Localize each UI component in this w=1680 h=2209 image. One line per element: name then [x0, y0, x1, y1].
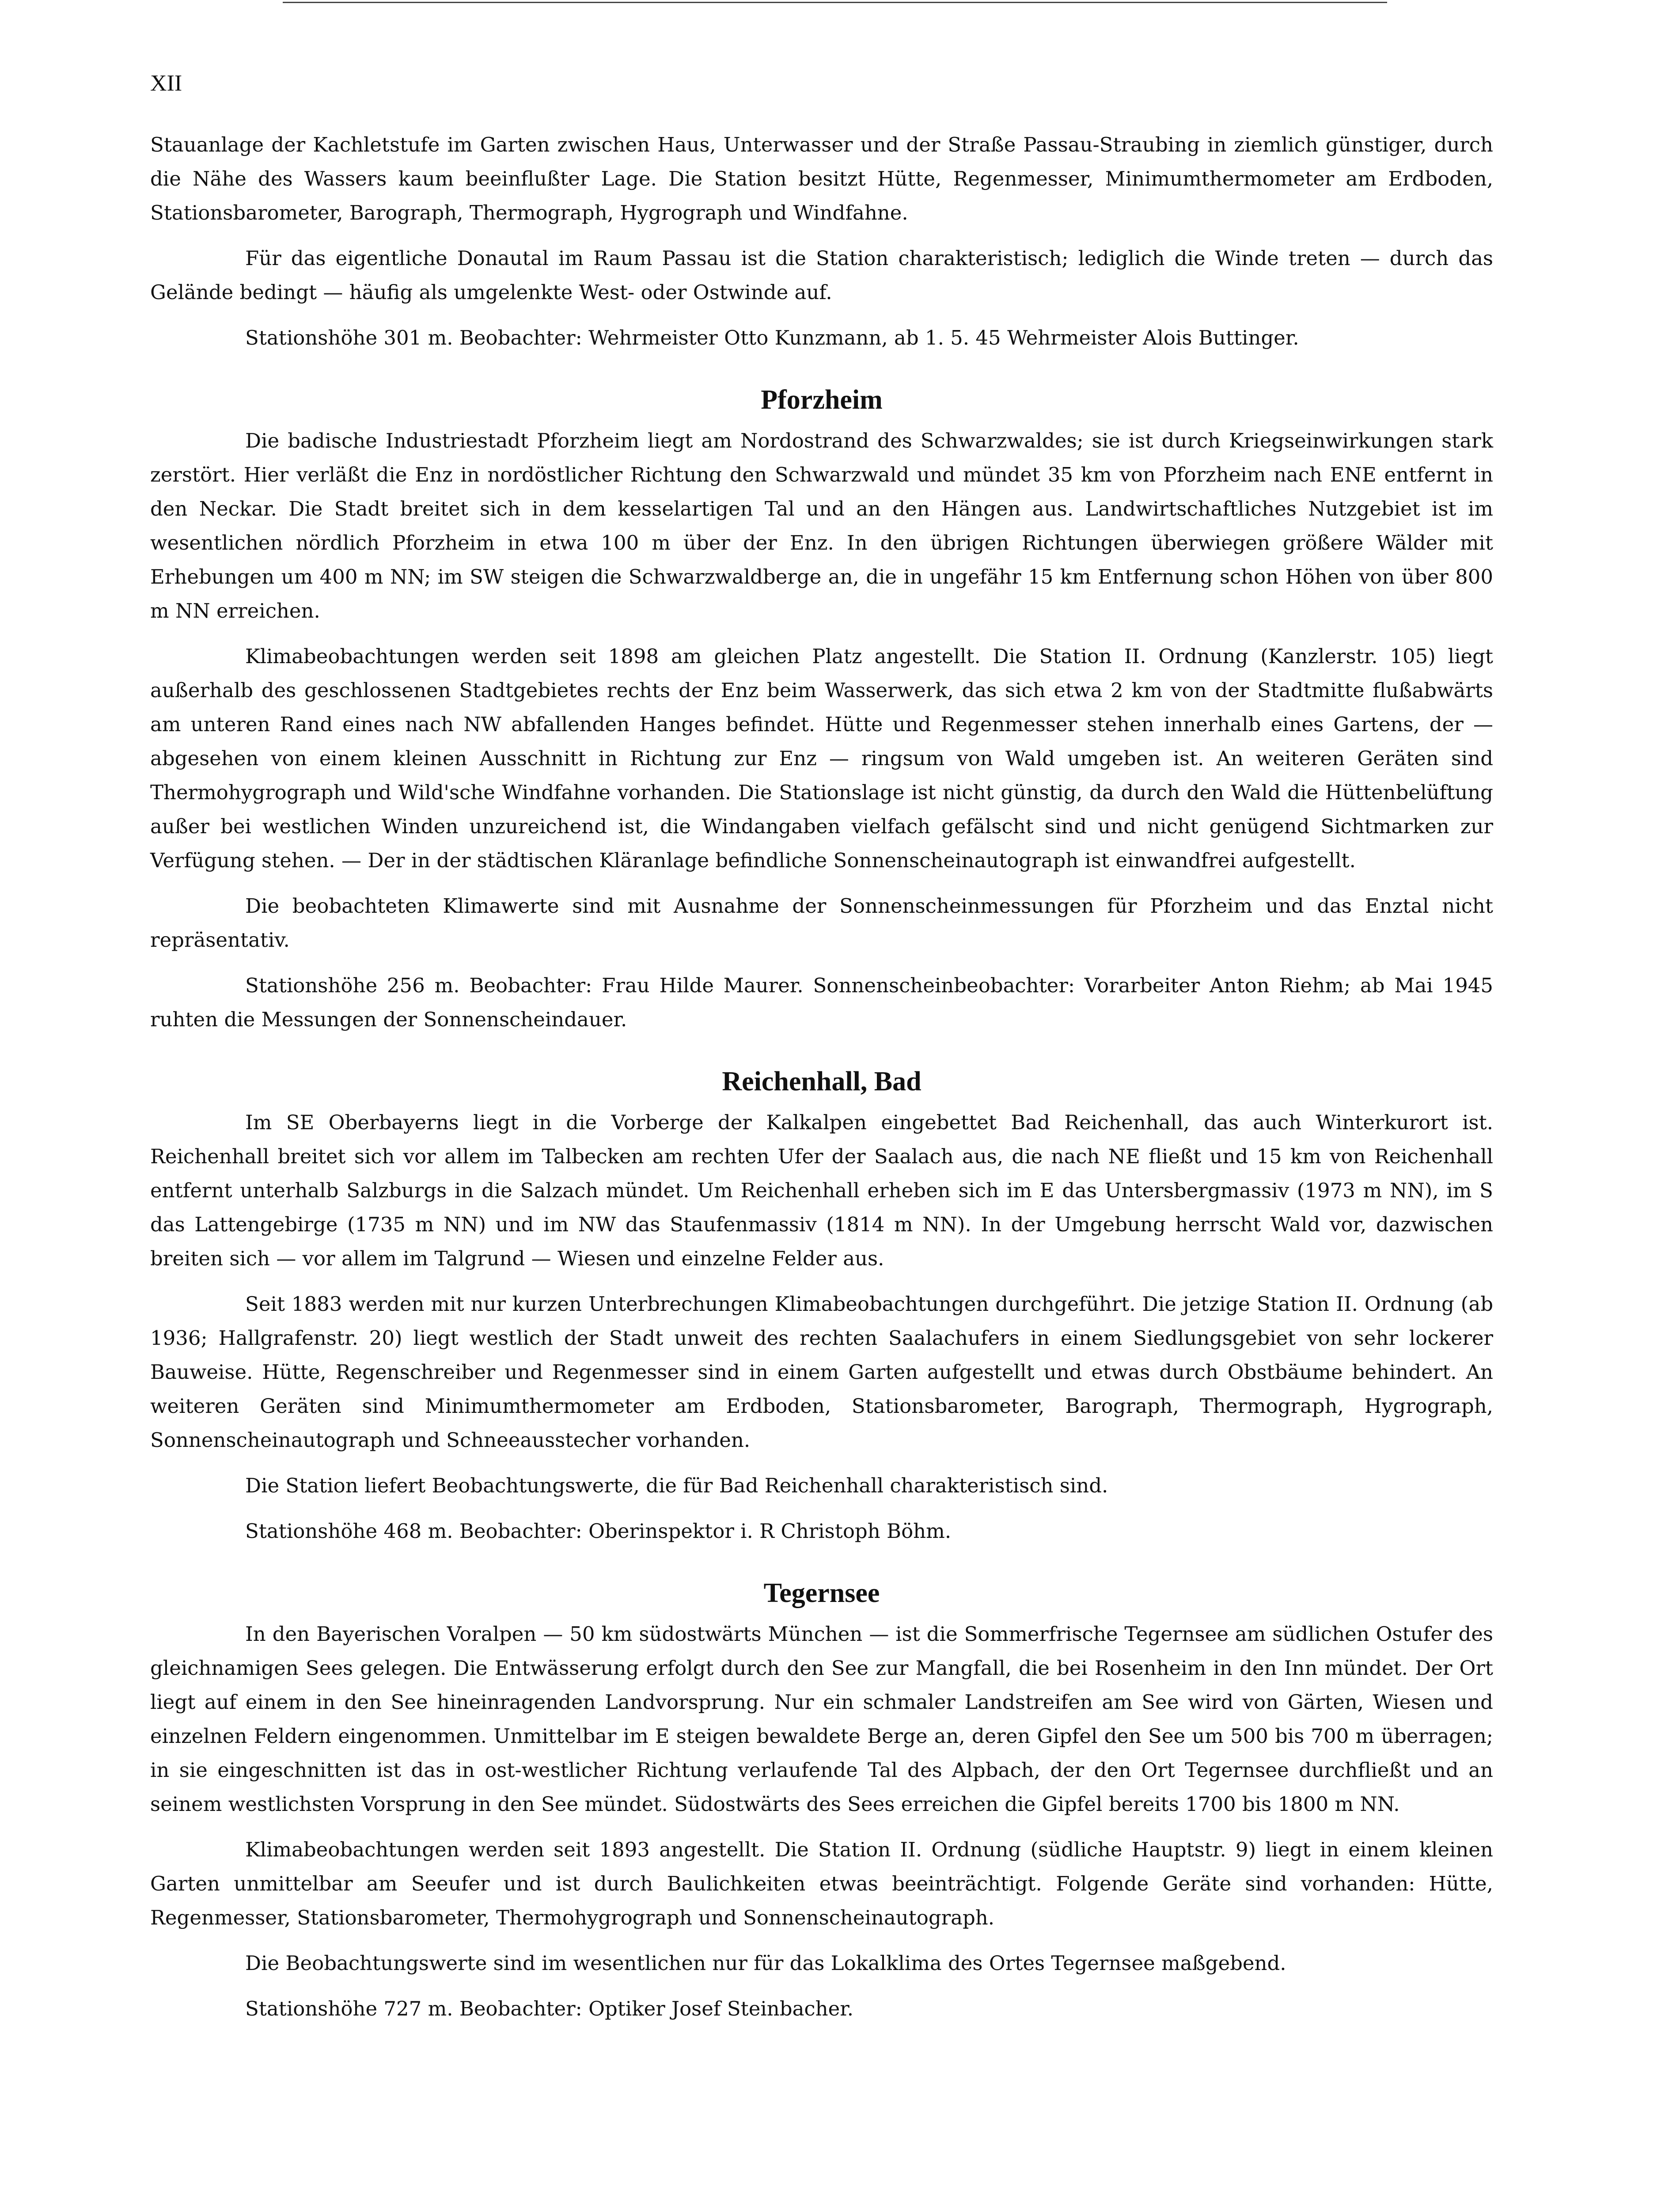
section-reichenhall [150, 1064, 1493, 1548]
pforzheim-paragraph-3: Die beobachteten Klimawerte sind mit Ausnahme der Sonnenscheinmessungen für Pforzheim und das Enztal nicht repräsentativ. [150, 894, 1493, 952]
intro-paragraph-2: Für das eigentliche Donautal im Raum Passau ist die Station charakteristisch; lediglich die Winde treten — durch das Gelände bedingt — häufig als umgelenkte West- oder Ostwinde auf. [150, 247, 1493, 304]
intro-station-info: Stationshöhe 301 m. Beobachter: Wehrmeister Otto Kunzmann, ab 1. 5. 45 Wehrmeister Alois Buttinger. [245, 326, 1299, 349]
reichenhall-paragraph-3: Die Station liefert Beobachtungswerte, die für Bad Reichenhall charakteristisch sind. [245, 1474, 1108, 1497]
document-page [150, 66, 1493, 2036]
pforzheim-paragraph-1: Die badische Industriestadt Pforzheim liegt am Nordostrand des Schwarzwaldes; sie ist durch Kriegseinwirkungen stark zerstört. Hier verläßt die Enz in nordöstlicher Richtung den Schwarzwald und mündet 35 km von Pforzheim nach ENE entfernt in den Neckar. Die Stadt breitet sich in dem kesselartigen Tal und an den Hängen aus. Landwirtschaftliches Nutzgebiet ist im wesentlichen nördlich Pforzheim in etwa 100 m über der Enz. In den übrigen Richtungen überwiegen größere Wälder mit Erhebungen um 400 m NN; im SW steigen die Schwarzwaldberge an, die in ungefähr 15 km Entfernung schon Höhen von über 800 m NN erreichen. [150, 429, 1493, 622]
section-tegernsee [150, 1575, 1493, 2026]
reichenhall-paragraph-2: Seit 1883 werden mit nur kurzen Unterbrechungen Klimabeobachtungen durchgeführt. Die jetzige Station II. Ordnung (ab 1936; Hallgrafenstr. 20) liegt westlich der Stadt unweit des rechten Saalachufers in einem Siedlungsgebiet von sehr lockerer Bauweise. Hütte, Regenschreiber und Regenmesser sind in einem Garten aufgestellt und etwas durch Obstbäume behindert. An weiteren Geräten sind Minimumthermometer am Erdboden, Stationsbarometer, Barograph, Thermograph, Hygrograph, Sonnenscheinautograph und Schneeausstecher vorhanden. [150, 1292, 1493, 1452]
top-edge-rule [283, 2, 1387, 3]
page-number: XII [150, 71, 182, 96]
reichenhall-station-info: Stationshöhe 468 m. Beobachter: Oberinspektor i. R Christoph Böhm. [245, 1519, 952, 1543]
intro-paragraph-1: Stauanlage der Kachletstufe im Garten zwischen Haus, Unterwasser und der Straße Passau-Straubing in ziemlich günstiger, durch die Nähe des Wassers kaum beeinflußter Lage. Die Station besitzt Hütte, Regenmesser, Minimumthermometer am Erdboden, Stationsbarometer, Barograph, Thermograph, Hygrograph und Windfahne. [150, 133, 1493, 224]
reichenhall-paragraph-1: Im SE Oberbayerns liegt in die Vorberge der Kalkalpen eingebettet Bad Reichenhall, das auch Winterkurort ist. Reichenhall breitet sich vor allem im Talbecken am rechten Ufer der Saalach aus, die nach NE fließt und 15 km von Reichenhall entfernt unterhalb Salzburgs in die Salzach mündet. Um Reichenhall erheben sich im E das Untersbergmassiv (1973 m NN), im S das Lattengebirge (1735 m NN) und im NW das Staufenmassiv (1814 m NN). In der Umgebung herrscht Wald vor, dazwischen breiten sich — vor allem im Talgrund — Wiesen und einzelne Felder aus. [150, 1111, 1493, 1270]
tegernsee-paragraph-3: Die Beobachtungswerte sind im wesentlichen nur für das Lokalklima des Ortes Tegernsee maßgebend. [245, 1951, 1286, 1975]
heading-reichenhall: Reichenhall, Bad [722, 1067, 922, 1097]
intro-section [150, 128, 1493, 355]
tegernsee-paragraph-2: Klimabeobachtungen werden seit 1893 angestellt. Die Station II. Ordnung (südliche Hauptstr. 9) liegt in einem kleinen Garten unmittelbar am Seeufer und ist durch Baulichkeiten etwas beeinträchtigt. Folgende Geräte sind vorhanden: Hütte, Regenmesser, Stationsbarometer, Thermohygrograph und Sonnenscheinautograph. [150, 1838, 1493, 1929]
section-pforzheim [150, 382, 1493, 1036]
tegernsee-paragraph-1: In den Bayerischen Voralpen — 50 km südostwärts München — ist die Sommerfrische Tegernsee am südlichen Ostufer des gleichnamigen Sees gelegen. Die Entwässerung erfolgt durch den See zur Mangfall, die bei Rosenheim in den Inn mündet. Der Ort liegt auf einem in den See hineinragenden Landvorsprung. Nur ein schmaler Landstreifen am See wird von Gärten, Wiesen und einzelnen Feldern eingenommen. Unmittelbar im E steigen bewaldete Berge an, deren Gipfel den See um 500 bis 700 m überragen; in sie eingeschnitten ist das in ost-westlicher Richtung verlaufende Tal des Alpbach, der den Ort Tegernsee durchfließt und an seinem westlichsten Vorsprung in den See mündet. Südostwärts des Sees erreichen die Gipfel bereits 1700 bis 1800 m NN. [150, 1622, 1493, 1816]
heading-pforzheim: Pforzheim [761, 385, 883, 415]
pforzheim-paragraph-2: Klimabeobachtungen werden seit 1898 am gleichen Platz angestellt. Die Station II. Ordnung (Kanzlerstr. 105) liegt außerhalb des geschlossenen Stadtgebietes rechts der Enz beim Wasserwerk, das sich etwa 2 km von der Stadtmitte flußabwärts am unteren Rand eines nach NW abfallenden Hanges befindet. Hütte und Regenmesser stehen innerhalb eines Gartens, der — abgesehen von einem kleinen Ausschnitt in Richtung zur Enz — ringsum von Wald umgeben ist. An weiteren Geräten sind Thermohygrograph und Wild'sche Windfahne vorhanden. Die Stationslage ist nicht günstig, da durch den Wald die Hüttenbelüftung außer bei westlichen Winden unzureichend ist, die Windangaben vielfach gefälscht sind und nicht genügend Sichtmarken zur Verfügung stehen. — Der in der städtischen Kläranlage befindliche Sonnenscheinautograph ist einwandfrei aufgestellt. [150, 645, 1493, 872]
heading-tegernsee: Tegernsee [763, 1578, 880, 1608]
pforzheim-station-info: Stationshöhe 256 m. Beobachter: Frau Hilde Maurer. Sonnenscheinbeobachter: Vorarbeiter Anton Riehm; ab Mai 1945 ruhten die Messungen der Sonnenscheindauer. [150, 974, 1493, 1031]
tegernsee-station-info: Stationshöhe 727 m. Beobachter: Optiker Josef Steinbacher. [245, 1997, 854, 2020]
